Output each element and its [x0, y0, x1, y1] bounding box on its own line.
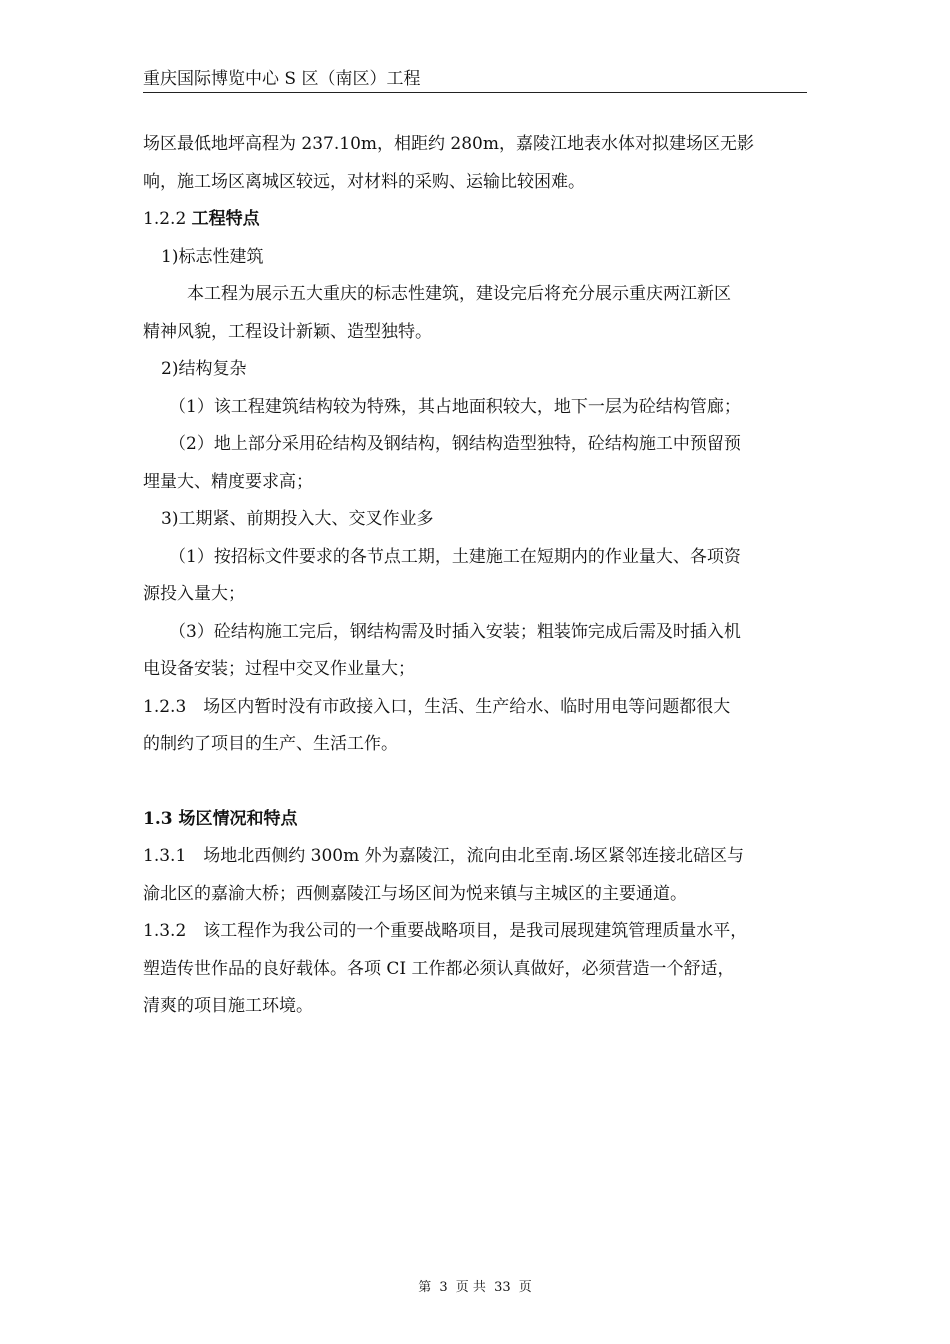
heading-number: 1.2.2 [143, 209, 192, 229]
paragraph-line: 响，施工场区离城区较远，对材料的采购、运输比较困难。 [143, 171, 585, 192]
paragraph-line: 塑造传世作品的良好载体。各项 CI 工作都必须认真做好，必须营造一个舒适， [143, 958, 735, 979]
footer-suffix: 页 [518, 1280, 532, 1295]
paragraph-line: 渝北区的嘉渝大桥；西侧嘉陵江与场区间为悦来镇与主城区的主要通道。 [143, 883, 687, 904]
item-title: 2)结构复杂 [161, 359, 247, 379]
paragraph-line: （2）地上部分采用砼结构及钢结构，钢结构造型独特，砼结构施工中预留预 [169, 434, 741, 454]
spacer [143, 764, 807, 801]
footer-mid: 页 共 [455, 1280, 486, 1295]
subsection-heading-1-2-2 [143, 201, 807, 239]
paragraph-line: 清爽的项目施工环境。 [143, 996, 313, 1016]
paragraph-line: （3）砼结构施工完后，钢结构需及时插入安装；粗装饰完成后需及时插入机 [169, 621, 741, 642]
document-title: 重庆国际博览中心 S 区（南区）工程 [143, 69, 421, 89]
paragraph-line: 1.2.3 场区内暂时没有市政接入口，生活、生产给水、临时用电等问题都很大 [143, 696, 731, 717]
paragraph-line: （1）按招标文件要求的各节点工期，土建施工在短期内的作业量大、各项资 [169, 546, 741, 567]
section-heading-1-3: 1.3 场区情况和特点 [143, 808, 298, 829]
paragraph-line: 源投入量大； [143, 584, 245, 604]
paragraph-line: 电设备安装；过程中交叉作业量大； [143, 659, 415, 679]
footer-prefix: 第 [418, 1280, 432, 1295]
paragraph-line: 埋量大、精度要求高； [143, 471, 313, 492]
paragraph-line: 场区最低地坪高程为 237.10m，相距约 280m，嘉陵江地表水体对拟建场区无影 [143, 134, 754, 154]
page-footer [0, 1276, 950, 1295]
page-header [143, 66, 807, 93]
item-title: 1)标志性建筑 [161, 246, 264, 267]
page-number: 3 [439, 1280, 448, 1295]
item-title: 3)工期紧、前期投入大、交叉作业多 [161, 509, 434, 529]
paragraph-line: 1.3.2 该工程作为我公司的一个重要战略项目，是我司展现建筑管理质量水平， [143, 921, 748, 941]
paragraph-line: 1.3.1 场地北西侧约 300m 外为嘉陵江，流向由北至南.场区紧邻连接北碚区与 [143, 846, 745, 866]
paragraph-line: 精神风貌，工程设计新颖、造型独特。 [143, 321, 432, 342]
paragraph-line: （1）该工程建筑结构较为特殊，其占地面积较大，地下一层为砼结构管廊； [169, 396, 741, 417]
heading-title: 工程特点 [191, 209, 260, 229]
paragraph-line: 的制约了项目的生产、生活工作。 [143, 734, 398, 754]
paragraph-line: 本工程为展示五大重庆的标志性建筑，建设完后将充分展示重庆两江新区 [187, 284, 731, 304]
page-total: 33 [494, 1280, 511, 1295]
document-body [143, 126, 807, 1026]
